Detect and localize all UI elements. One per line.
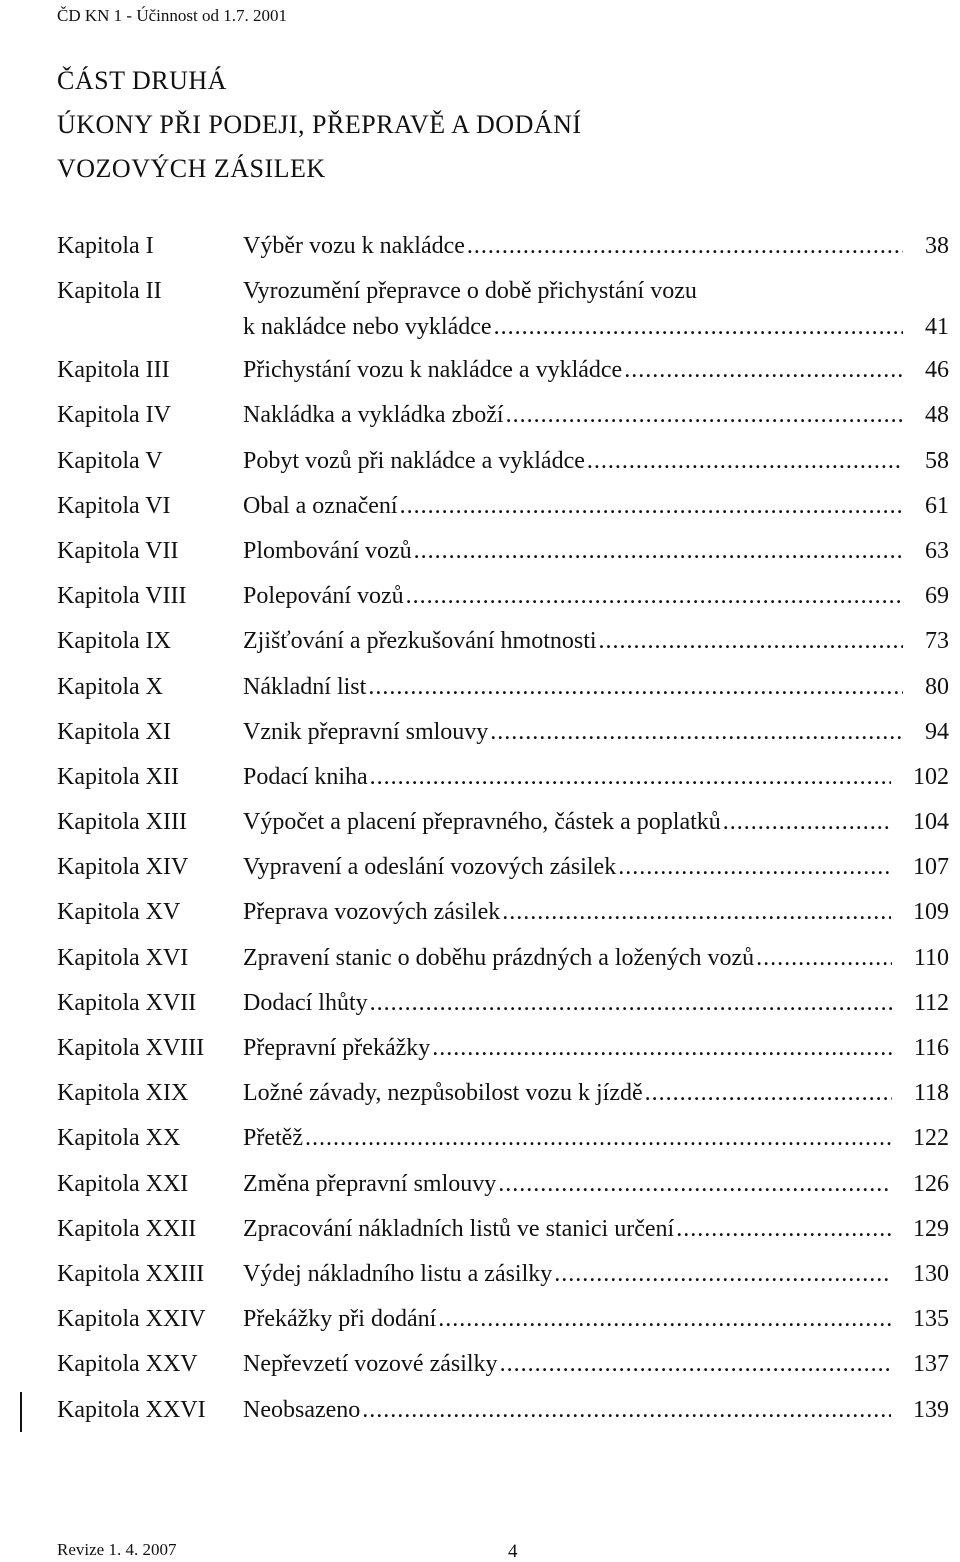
toc-page-number: 107: [913, 854, 949, 881]
toc-chapter-title: Výpočet a placení přepravného, částek a poplatků: [243, 809, 721, 836]
toc-chapter-number: Kapitola XIII: [57, 809, 187, 836]
toc-chapter-number: Kapitola XXV: [57, 1351, 198, 1378]
dot-leader: [432, 1030, 892, 1066]
toc-chapter-number: Kapitola XVIII: [57, 1035, 205, 1061]
toc-chapter-title: Změna přepravní smlouvy: [243, 1170, 497, 1197]
dot-leader: [368, 669, 903, 705]
toc-chapter-title: Ložné závady, nezpůsobilost vozu k jízdě: [243, 1080, 643, 1107]
toc-page-number: 80: [925, 673, 949, 700]
toc-page-number: 73: [925, 628, 949, 655]
toc-chapter-title: Pobyt vozů při nakládce a vykládce: [243, 447, 585, 474]
toc-chapter-title: Překážky při dodání: [243, 1306, 437, 1333]
toc-page-number: 63: [925, 537, 949, 564]
toc-page-number: 135: [913, 1306, 949, 1333]
toc-chapter-title: Zpracování nákladních listů ve stanici určení: [243, 1215, 675, 1242]
toc-page-number: 48: [925, 402, 949, 429]
toc-entry[interactable]: [57, 1346, 949, 1391]
toc-entry[interactable]: [57, 1166, 949, 1211]
dot-leader: [618, 849, 891, 885]
toc-chapter-number: Kapitola VIII: [57, 583, 187, 610]
toc-entry[interactable]: [57, 273, 949, 352]
dot-leader: [467, 228, 903, 264]
toc-entry[interactable]: [57, 443, 949, 488]
dot-leader: [414, 533, 903, 569]
toc-chapter-title: Zpravení stanic o doběhu prázdných a ložených vozů: [243, 944, 755, 971]
toc-entry[interactable]: [57, 397, 949, 442]
toc-chapter-title: Podací kniha: [243, 763, 368, 790]
toc-page-number: 46: [925, 357, 949, 384]
toc-page-number: 126: [913, 1170, 949, 1197]
toc-entry[interactable]: [57, 714, 949, 759]
toc-chapter-number: Kapitola XXVI: [57, 1396, 206, 1423]
toc-entry[interactable]: [57, 669, 949, 714]
toc-chapter-title: Dodací lhůty: [243, 989, 368, 1016]
toc-chapter-number: Kapitola XIX: [57, 1080, 189, 1107]
footer-revision: Revize 1. 4. 2007: [57, 1540, 177, 1559]
toc-page-number: 116: [913, 1035, 949, 1061]
toc-entry[interactable]: [57, 578, 949, 623]
toc-chapter-number: Kapitola I: [57, 233, 154, 259]
toc-chapter-title: k nakládce nebo vykládce: [243, 314, 492, 341]
dot-leader: [723, 804, 891, 840]
toc-page-number: 102: [913, 763, 949, 790]
toc-entry[interactable]: [57, 804, 949, 849]
toc-entry[interactable]: [57, 1120, 949, 1165]
dot-leader: [490, 714, 903, 750]
toc-page-number: 109: [913, 899, 949, 926]
toc-entry[interactable]: [57, 1075, 949, 1120]
toc-chapter-title: Plombování vozů: [243, 537, 412, 564]
toc-page-number: 110: [913, 944, 949, 971]
dot-leader: [438, 1301, 891, 1337]
toc-page-number: 139: [913, 1396, 949, 1423]
toc-entry[interactable]: [57, 849, 949, 894]
toc-chapter-title: Nákladní list: [243, 673, 367, 700]
dot-leader: [370, 985, 892, 1021]
dot-leader: [624, 352, 903, 388]
dot-leader: [400, 488, 903, 524]
toc-page-number: 112: [913, 989, 949, 1016]
dot-leader: [645, 1075, 892, 1111]
dot-leader: [370, 759, 891, 795]
dot-leader: [305, 1120, 891, 1156]
toc-chapter-number: Kapitola XXIV: [57, 1306, 206, 1333]
toc-chapter-number: Kapitola XIV: [57, 854, 189, 881]
toc-chapter-title: Přetěž: [243, 1125, 303, 1152]
toc-chapter-title: Polepování vozů: [243, 583, 404, 610]
toc-chapter-number: Kapitola IV: [57, 402, 171, 429]
dot-leader: [494, 309, 903, 345]
footer-page-number: 4: [508, 1541, 518, 1562]
toc-entry[interactable]: [57, 533, 949, 578]
toc-chapter-title-line: Vyrozumění přepravce o době přichystání vozu: [243, 278, 697, 305]
toc-chapter-title: Nakládka a vykládka zboží: [243, 402, 504, 429]
toc-chapter-number: Kapitola V: [57, 447, 163, 474]
toc-entry[interactable]: [57, 228, 949, 273]
toc-entry[interactable]: [57, 759, 949, 804]
dot-leader: [599, 623, 903, 659]
toc-chapter-title: Přepravní překážky: [243, 1035, 431, 1061]
dot-leader: [502, 894, 891, 930]
toc-page-number: 69: [925, 583, 949, 610]
toc-chapter-title: Přeprava vozových zásilek: [243, 899, 501, 926]
dot-leader: [362, 1392, 891, 1428]
part-title-line: ČÁST DRUHÁ: [57, 66, 227, 95]
toc-chapter-number: Kapitola VI: [57, 492, 171, 519]
toc-page-number: 41: [925, 314, 949, 341]
toc-page-number: 137: [913, 1351, 949, 1378]
dot-leader: [554, 1256, 891, 1292]
toc-chapter-number: Kapitola IX: [57, 628, 171, 655]
toc-entry[interactable]: [57, 352, 949, 397]
toc-chapter-number: Kapitola VII: [57, 537, 179, 564]
toc-page-number: 61: [925, 492, 949, 519]
toc-chapter-number: Kapitola XX: [57, 1125, 181, 1152]
table-of-contents: [57, 228, 949, 1437]
toc-chapter-title: Neobsazeno: [243, 1396, 361, 1423]
toc-entry[interactable]: [57, 894, 949, 939]
toc-chapter-title: Přichystání vozu k nakládce a vykládce: [243, 357, 623, 384]
toc-page-number: 118: [913, 1080, 949, 1107]
toc-entry[interactable]: [57, 623, 949, 668]
part-title-line: ÚKONY PŘI PODEJI, PŘEPRAVĚ A DODÁNÍ: [57, 110, 582, 139]
toc-chapter-number: Kapitola XVI: [57, 944, 189, 971]
toc-chapter-title: Vznik přepravní smlouvy: [243, 718, 489, 745]
revision-change-bar: [20, 1392, 22, 1432]
toc-chapter-title: Obal a označení: [243, 492, 398, 519]
toc-chapter-number: Kapitola II: [57, 278, 162, 305]
dot-leader: [676, 1211, 891, 1247]
toc-page-number: 129: [913, 1215, 949, 1242]
toc-chapter-title: Zjišťování a přezkušování hmotnosti: [243, 628, 597, 655]
toc-chapter-number: Kapitola XII: [57, 763, 179, 790]
dot-leader: [498, 1166, 891, 1202]
dot-leader: [587, 443, 903, 479]
toc-page-number: 38: [925, 233, 949, 259]
toc-page-number: 130: [913, 1260, 949, 1287]
toc-page-number: 104: [913, 809, 949, 836]
toc-chapter-number: Kapitola XVII: [57, 989, 197, 1016]
dot-leader: [500, 1346, 891, 1382]
toc-entry[interactable]: [57, 1392, 949, 1437]
dot-leader: [506, 397, 903, 433]
toc-page-number: 94: [925, 718, 949, 745]
toc-entry[interactable]: [57, 1256, 949, 1301]
toc-chapter-number: Kapitola XXII: [57, 1215, 197, 1242]
toc-entry[interactable]: [57, 1030, 949, 1075]
toc-chapter-title: Výdej nákladního listu a zásilky: [243, 1260, 553, 1287]
toc-chapter-title: Výběr vozu k nakládce: [243, 233, 465, 259]
toc-chapter-number: Kapitola XI: [57, 718, 171, 745]
toc-entry[interactable]: [57, 940, 949, 985]
toc-chapter-number: Kapitola X: [57, 673, 163, 700]
toc-chapter-number: Kapitola XXI: [57, 1170, 189, 1197]
running-header: ČD KN 1 - Účinnost od 1.7. 2001: [57, 6, 287, 25]
toc-entry[interactable]: [57, 985, 949, 1030]
toc-chapter-number: Kapitola XXIII: [57, 1260, 205, 1287]
toc-entry[interactable]: [57, 488, 949, 533]
toc-entry[interactable]: [57, 1211, 949, 1256]
toc-page-number: 58: [925, 447, 949, 474]
part-title: [57, 59, 582, 191]
toc-page-number: 122: [913, 1125, 949, 1152]
toc-chapter-title: Vypravení a odeslání vozových zásilek: [243, 854, 617, 881]
toc-chapter-title: Nepřevzetí vozové zásilky: [243, 1351, 498, 1378]
toc-entry[interactable]: [57, 1301, 949, 1346]
toc-chapter-number: Kapitola XV: [57, 899, 181, 926]
dot-leader: [406, 578, 903, 614]
toc-chapter-number: Kapitola III: [57, 357, 170, 384]
part-title-line: VOZOVÝCH ZÁSILEK: [57, 154, 326, 183]
dot-leader: [756, 940, 892, 976]
